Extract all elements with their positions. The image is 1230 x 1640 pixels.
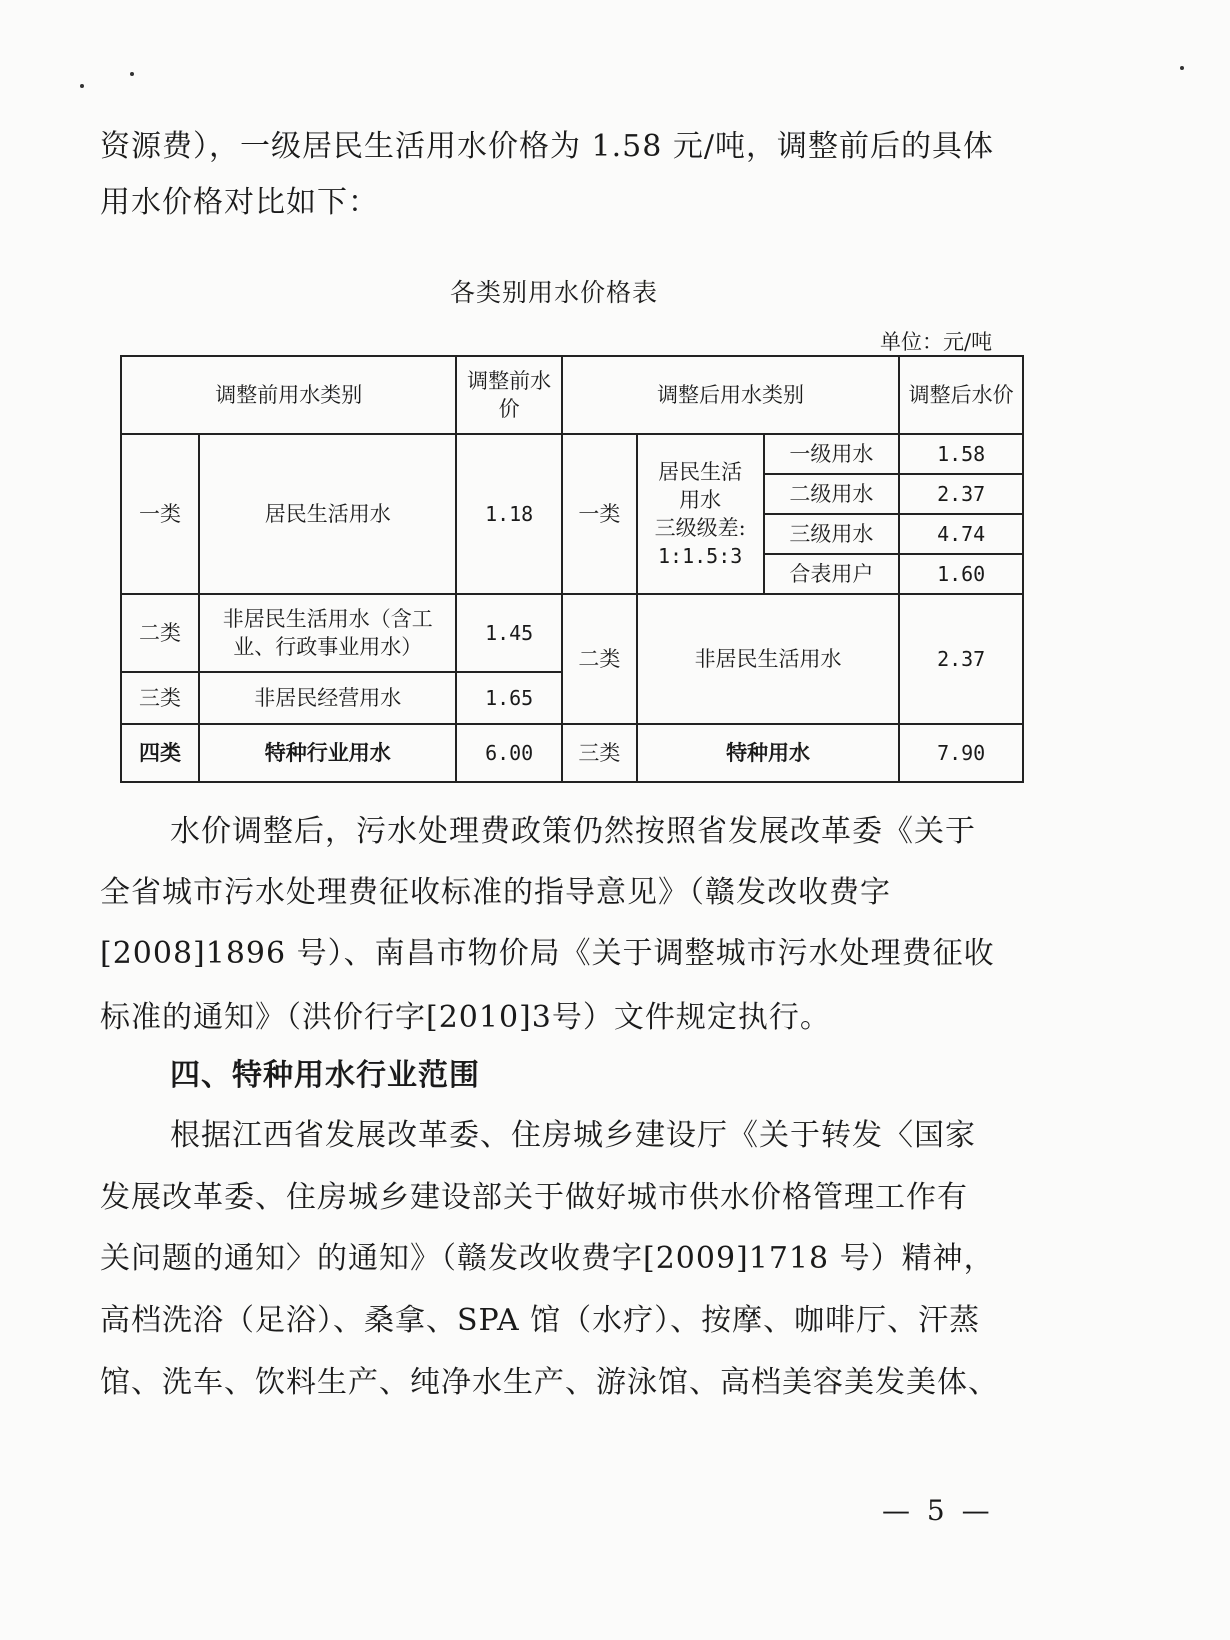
- after-sub-price: 1.60: [899, 554, 1023, 594]
- body-line: 标准的通知》（洪价行字[2010]3号）文件规定执行。: [100, 1000, 831, 1035]
- note-line: 居民生活: [658, 460, 743, 484]
- after-sub-name: 二级用水: [764, 474, 900, 514]
- before-name: 非居民生活用水（含工业、行政事业用水）: [199, 594, 456, 672]
- intro-line: 用水价格对比如下：: [100, 185, 379, 220]
- body-line: 馆、洗车、饮料生产、纯净水生产、游泳馆、高档美容美发美体、: [100, 1365, 999, 1400]
- body-line: 根据江西省发展改革委、住房城乡建设厅《关于转发〈国家: [170, 1118, 976, 1153]
- before-price: 1.45: [456, 594, 561, 672]
- after-class: 二类: [562, 594, 637, 724]
- after-class: 一类: [562, 434, 637, 594]
- after-sub-price: 2.37: [899, 474, 1023, 514]
- scan-speck: [1180, 66, 1184, 70]
- after-name: 非居民生活用水: [637, 594, 899, 724]
- after-price: 7.90: [899, 724, 1023, 782]
- page-number: — 5 —: [882, 1494, 994, 1527]
- scan-speck: [130, 72, 134, 76]
- before-name: 非居民经营用水: [199, 672, 456, 724]
- body-line: 全省城市污水处理费征收标准的指导意见》（赣发改收费字: [100, 875, 891, 910]
- header-before-category: 调整前用水类别: [121, 356, 456, 434]
- before-class: 四类: [121, 724, 199, 782]
- after-sub-name: 三级用水: [764, 514, 900, 554]
- header-after-category: 调整后用水类别: [562, 356, 899, 434]
- after-price: 2.37: [899, 594, 1023, 724]
- scan-speck: [80, 84, 84, 88]
- table-row: [121, 724, 1023, 782]
- header-before-price: 调整前水价: [456, 356, 561, 434]
- note-line: 1:1.5:3: [658, 544, 743, 568]
- table-header-row: [121, 356, 1023, 434]
- water-price-table: [120, 355, 1024, 783]
- note-line: 用水: [679, 488, 722, 512]
- after-sub-name: 一级用水: [764, 434, 900, 474]
- table-row: [121, 594, 1023, 672]
- after-sub-price: 1.58: [899, 434, 1023, 474]
- table-caption: 各类别用水价格表: [450, 278, 659, 307]
- table-unit: 单位：元/吨: [880, 330, 993, 354]
- before-price: 1.65: [456, 672, 561, 724]
- body-line: 高档洗浴（足浴）、桑拿、SPA 馆（水疗）、按摩、咖啡厅、汗蒸: [100, 1303, 981, 1338]
- body-line: 发展改革委、住房城乡建设部关于做好城市供水价格管理工作有: [100, 1180, 968, 1215]
- before-class: 三类: [121, 672, 199, 724]
- after-sub-name: 合表用户: [764, 554, 900, 594]
- body-line: 水价调整后，污水处理费政策仍然按照省发展改革委《关于: [170, 814, 976, 849]
- after-class1-note: [637, 434, 764, 594]
- before-class: 一类: [121, 434, 199, 594]
- section-heading: 四、特种用水行业范围: [170, 1058, 480, 1093]
- after-class: 三类: [562, 724, 637, 782]
- note-line: 三级级差:: [654, 516, 746, 540]
- intro-line: 资源费），一级居民生活用水价格为 1.58 元/吨，调整前后的具体: [100, 129, 994, 164]
- header-after-price: 调整后水价: [899, 356, 1023, 434]
- after-sub-price: 4.74: [899, 514, 1023, 554]
- after-name: 特种用水: [637, 724, 899, 782]
- before-name: 居民生活用水: [199, 434, 456, 594]
- table-row: [121, 434, 1023, 474]
- body-line: 关问题的通知〉的通知》（赣发改收费字[2009]1718 号）精神，: [100, 1241, 995, 1276]
- before-price: 1.18: [456, 434, 561, 594]
- before-price: 6.00: [456, 724, 561, 782]
- body-line: [2008]1896 号）、南昌市物价局《关于调整城市污水处理费征收: [100, 936, 995, 971]
- before-class: 二类: [121, 594, 199, 672]
- before-name: 特种行业用水: [199, 724, 456, 782]
